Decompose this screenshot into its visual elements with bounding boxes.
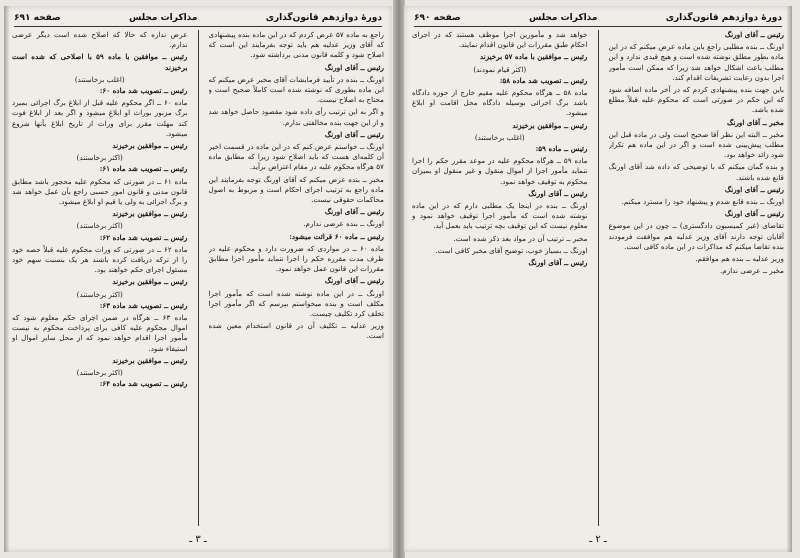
- paragraph: اورنگ ــ بنده در تأیید فرمایشات آقای مخبر عرض میکنم که این ماده بطوری که نوشته شده است کاملاً صحیح است و محتاج به اصلاح نیست.: [208, 74, 384, 105]
- paragraph: ماده ۵۸ ــ هرگاه محکوم علیه مقیم خارج از حوزه دادگاه باشد برگ اجرائی بوسیله دادگاه محل اقامت او ابلاغ میشود.: [412, 88, 588, 118]
- right-page-header: [414, 10, 782, 27]
- speaker-line: رئیس ــ آقای اورنگ: [528, 258, 588, 268]
- speaker-line: رئیس ــ آقای اورنگ: [324, 129, 384, 139]
- header-page-number: صفحه ۶۹۰: [414, 13, 461, 23]
- speaker-line: رئیس ــ موافقین برخیزند: [112, 141, 188, 151]
- paragraph: راجع به ماده ۵۷ عرض کردم که در این ماده بنده پیشنهادی که آقای وزیر عدلیه هم باید توجه بفرمایند این است که اصلاح شود و کلمه قانون مدنی برداشته شود.: [208, 30, 384, 60]
- speaker-line: رئیس ــ موافقین برخیزند: [512, 120, 588, 130]
- left-page-columns: [12, 30, 384, 526]
- paragraph: وزیر عدلیه ــ تکلیف آن در قانون استخدام معین شده است.: [208, 321, 384, 341]
- paragraph: و اگر به این ترتیب رأی داده شود مقصود حاصل خواهد شد و از این جهت بنده مخالفتی ندارم.: [208, 107, 384, 127]
- header-session: دورهٔ دوازدهم قانون‌گذاری: [665, 13, 782, 23]
- paragraph: وزیر عدلیه ــ بنده هم موافقم.: [695, 254, 784, 264]
- speaker-line: رئیس ــ آقای اورنگ: [528, 188, 588, 198]
- speaker-line: رئیس ــ تصویب شد ماده ۶۰:: [99, 86, 188, 96]
- paragraph: اورنگ ــ بنده عرضی ندارم.: [303, 219, 384, 229]
- paragraph: باین جهت بنده پیشنهادی کردم که در آخر ماده اضافه شود که این حکم در صورتی است که محکوم علیه قبلاً مطلع شده باشد.: [608, 85, 784, 115]
- speaker-line: رئیس ــ تصویب شد ماده ۶۲:: [99, 232, 188, 242]
- right-page-columns: [412, 30, 784, 526]
- paragraph: مخبر ــ بنده عرض میکنم که آقای اورنگ توجه بفرمایند این ماده راجع به ترتیب اجرای احکام است و مربوط به اصول محاکمات حقوقی نیست.: [208, 174, 384, 205]
- paragraph: ماده ۶۰ ــ اگر محکوم علیه قبل از ابلاغ برگ اجرائی بمیرد برگ مزبور بوراث او ابلاغ میشود و اگر بعد از ابلاغ فوت کند مهلت مقرر برای وراث از تاریخ ابلاغ بآنها شروع میشود.: [12, 98, 188, 138]
- paragraph: عرض نداره که حالا که اصلاح شده است دیگر عرضی ندارم.: [12, 30, 188, 50]
- speaker-line: رئیس ــ آقای اورنگ: [324, 276, 384, 286]
- page-edge-shadow: [786, 6, 792, 552]
- paragraph: اورنگ ــ در این ماده نوشته شده است که مأمور اجرا مکلف است و بنده میخواستم بپرسم که اگر مأمور اجرا تخلف کرد تکلیف چیست.: [208, 288, 384, 319]
- paragraph: اورنگ ــ بسیار خوب، توضیح آقای مخبر کافی است.: [435, 245, 588, 255]
- paragraph: خواهد شد و مأمورین اجرا موظف هستند که در اجرای احکام طبق مقررات این قانون اقدام نمایند.: [412, 30, 588, 50]
- speaker-line: رئیس ــ تصویب شد ماده ۶۴:: [99, 379, 188, 389]
- header-title: مذاکرات مجلس: [529, 13, 598, 23]
- paragraph: ماده ۶۱ ــ در صورتی که محکوم علیه محجور باشد مطابق قانون مدنی و قانون امور حسبی راجع بآن عمل خواهد شد و برگ اجرائی به ولی یا قیم او ابلاغ میشود.: [12, 176, 188, 207]
- left-page-footer: ـ ۳ ـ: [189, 533, 207, 545]
- right-page-left-column: [412, 30, 588, 526]
- left-page-right-column: [209, 30, 385, 526]
- paragraph: ماده ۶۰ ــ در مواردی که ضرورت دارد و محکوم علیه در ظرف مدت مقرره حکم را اجرا ننماید مأمور اجرا مطابق مقررات این قانون عمل خواهد نمود.: [208, 243, 384, 274]
- header-session: دورهٔ دوازدهم قانون‌گذاری: [265, 13, 382, 23]
- paragraph: و بنده گمان میکنم که با توضیحی که داده شد آقای اورنگ قانع شده باشند.: [608, 162, 784, 182]
- speaker-line: رئیس ــ موافقین با ماده ۵۷ برخیزند: [479, 52, 588, 62]
- vote-result: (اکثر برخاستند): [76, 368, 123, 378]
- paragraph: مخبر ــ البته این نظر آقا صحیح است ولی در ماده قبل این مطلب پیش‌بینی شده است و اگر در این ماده هم تکرار شود زائد خواهد بود.: [608, 129, 784, 160]
- paragraph: اورنگ ــ بنده در اینجا یک مطلبی دارم که در این ماده نوشته شده است که مأمور اجرا توقیف خواهد نمود و معلوم نیست که این توقیف بچه ترتیب باید بعمل آید.: [412, 201, 588, 231]
- speaker-line: مخبر ــ آقای اورنگ: [727, 117, 784, 127]
- right-page-right-column: [609, 30, 785, 526]
- speaker-line: رئیس ــ موافقین برخیزند: [112, 277, 188, 287]
- page-edge-shadow: [4, 6, 10, 552]
- speaker-line: رئیس ــ ماده ۶۰ قرائت میشود:: [289, 231, 384, 241]
- vote-result: (اکثر قیام نمودند): [473, 64, 527, 74]
- speaker-line: رئیس ــ تصویب شد ماده ۶۱:: [99, 164, 188, 174]
- left-page-left-column: [12, 30, 188, 526]
- left-page-header: [14, 10, 382, 27]
- vote-result: (اکثر برخاستند): [76, 289, 123, 299]
- speaker-line: رئیس ــ موافقین برخیزند: [112, 355, 188, 365]
- header-page-number: صفحه ۶۹۱: [14, 13, 61, 23]
- paragraph: مخبر ــ ترتیب آن در مواد بعد ذکر شده است.: [453, 233, 588, 243]
- paragraph: اورنگ ــ بنده مطلبی راجع باین ماده عرض میکنم که در این ماده بطور مطلق نوشته شده است و هیچ قیدی ندارد و این مطلب باعث اشکال خواهد شد زیرا که ممکن است مأمور اجرا بدون رعایت تشریفات اقدام کند.: [608, 42, 784, 82]
- speaker-line: رئیس ــ موافقین برخیزند: [112, 209, 188, 219]
- speaker-line: رئیس ــ آقای اورنگ: [724, 30, 784, 39]
- vote-result: (اغلب برخاستند): [474, 132, 525, 142]
- speaker-line: رئیس ــ ماده ۵۹:: [535, 144, 588, 154]
- vote-result: (اغلب برخاستند): [74, 74, 125, 84]
- right-page: [404, 6, 792, 552]
- left-page: [4, 6, 392, 552]
- column-divider: [598, 30, 599, 526]
- right-page-footer: ـ ۲ ـ: [589, 533, 607, 545]
- vote-result: (اکثر برخاستند): [76, 153, 123, 163]
- column-divider: [198, 30, 199, 526]
- paragraph: اورنگ ــ خواستم عرض کنم که در این ماده در قسمت اخیر آن کلمه‌ای هست که باید اصلاح شود زیرا که مطابق ماده ۵۷ هرگاه محکوم علیه در مقام اعتراض برآید.: [208, 142, 384, 172]
- speaker-line: رئیس ــ آقای اورنگ: [724, 184, 784, 194]
- speaker-line: رئیس ــ آقای اورنگ: [324, 207, 384, 217]
- paragraph: تقاضای (غیر کمیسیون دادگستری) ــ چون در این موضوع آقایان توجه دارند آقای وزیر عدلیه هم موافقت فرمودند بنده تقاضا میکنم که مذاکرات در این ماده کافی است.: [608, 221, 784, 251]
- speaker-line: رئیس ــ آقای اورنگ: [324, 62, 384, 72]
- vote-result: (اکثر برخاستند): [76, 221, 123, 231]
- paragraph: ماده ۶۳ ــ هرگاه در ضمن اجرای حکم معلوم شود که اموال محکوم علیه کافی برای پرداخت محکوم به نیست مأمور اجرا اقدام خواهد نمود که از محل سایر اموال او استیفاء شود.: [12, 313, 188, 353]
- paragraph: مخبر ــ عرضی ندارم.: [719, 266, 784, 276]
- speaker-line: رئیس ــ آقای اورنگ: [724, 209, 784, 219]
- paragraph: ماده ۵۹ ــ هرگاه محکوم علیه در موعد مقرر حکم را اجرا ننماید مأمور اجرا از اموال منقول و غیر منقول او بمیزان محکوم به توقیف خواهد نمود.: [412, 156, 588, 186]
- speaker-line: رئیس ــ تصویب شد ماده ۵۸:: [499, 75, 588, 85]
- speaker-line: رئیس ــ تصویب شد ماده ۶۳:: [99, 300, 188, 310]
- paragraph: ماده ۶۲ ــ در صورتی که وراث محکوم علیه قبلاً حصه خود را از ترکه دریافت کرده باشند هر یک بنسبت سهم خود مسئول اجرای حکم خواهند بود.: [12, 244, 188, 275]
- header-title: مذاکرات مجلس: [129, 13, 198, 23]
- paragraph: اورنگ ــ بنده قانع شدم و پیشنهاد خود را مسترد میکنم.: [621, 197, 784, 207]
- speaker-line: رئیس ــ موافقین با ماده ۵۹ با اصلاحی که شده است برخیزند: [12, 52, 188, 72]
